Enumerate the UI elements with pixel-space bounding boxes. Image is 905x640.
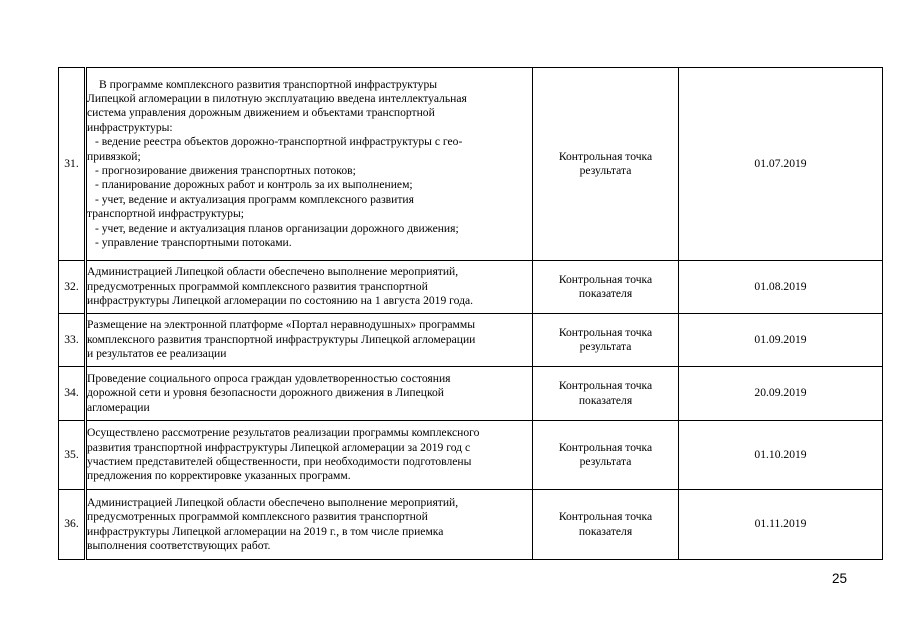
description-line: Осуществлено рассмотрение результатов реализации программы комплексного xyxy=(87,426,480,440)
row-date: 01.09.2019 xyxy=(679,314,883,367)
description-line: участием представителей общественности, при необходимости подготовлены xyxy=(87,455,472,468)
description-line: Липецкой агломерации в пилотную эксплуатацию введена интеллектуальная xyxy=(87,91,467,105)
table-row xyxy=(59,261,883,314)
type-line: результата xyxy=(579,164,632,177)
row-date: 01.07.2019 xyxy=(679,68,883,261)
type-line: результата xyxy=(579,455,632,468)
row-date: 01.11.2019 xyxy=(679,490,883,560)
row-number: 32. xyxy=(59,261,86,314)
type-line: Контрольная точка xyxy=(558,440,653,454)
page-number: 25 xyxy=(831,571,847,586)
table-row xyxy=(59,68,883,261)
row-description xyxy=(86,261,533,314)
description-line: В программе комплексного развития транспортной инфраструктуры xyxy=(99,77,438,91)
description-line: привязкой; xyxy=(87,149,141,163)
description-line: Размещение на электронной платформе «Портал неравнодушных» программы xyxy=(87,318,476,332)
row-description xyxy=(86,421,533,490)
description-line: - планирование дорожных работ и контроль за их выполнением; xyxy=(95,178,413,192)
row-type xyxy=(533,314,679,367)
description-line: Администрацией Липецкой области обеспечено выполнение мероприятий, xyxy=(87,265,459,279)
description-line: система управления дорожным движением и объектами транспортной xyxy=(87,106,435,120)
row-type xyxy=(533,261,679,314)
type-line: показателя xyxy=(578,524,633,538)
row-date: 01.10.2019 xyxy=(679,421,883,490)
description-line: предусмотренных программой комплексного развития транспортной xyxy=(87,279,428,293)
row-number: 33. xyxy=(59,314,86,367)
description-line: транспортной инфраструктуры; xyxy=(87,207,244,221)
row-date: 20.09.2019 xyxy=(679,367,883,421)
description-line: - учет, ведение и актуализация планов организации дорожного движения; xyxy=(95,221,459,235)
description-line: - учет, ведение и актуализация программ комплексного развития xyxy=(95,192,414,206)
description-line: и результатов ее реализации xyxy=(87,347,227,361)
type-line: Контрольная точка xyxy=(558,379,653,393)
row-number: 36. xyxy=(59,490,86,560)
description-line: комплексного развития транспортной инфраструктуры Липецкой агломерации xyxy=(87,332,476,346)
row-date: 01.08.2019 xyxy=(679,261,883,314)
description-line: инфраструктуры: xyxy=(87,120,173,134)
table-row xyxy=(59,490,883,560)
description-line: выполнения соответствующих работ. xyxy=(87,538,271,552)
type-line: показателя xyxy=(578,393,633,407)
description-line: - управление транспортными потоками. xyxy=(95,236,292,250)
type-line: Контрольная точка xyxy=(558,149,653,163)
row-description xyxy=(86,314,533,367)
row-type xyxy=(533,421,679,490)
row-type xyxy=(533,367,679,421)
description-line: Администрацией Липецкой области обеспечено выполнение мероприятий, xyxy=(87,495,459,509)
description-line: предусмотренных программой комплексного развития транспортной xyxy=(87,510,428,524)
row-description xyxy=(86,367,533,421)
type-line: Контрольная точка xyxy=(558,272,653,286)
description-line: Проведение социального опроса граждан удовлетворенностью состояния xyxy=(87,371,451,385)
row-type xyxy=(533,68,679,261)
description-line: агломерации xyxy=(87,400,150,414)
description-line: развития транспортной инфраструктуры Липецкой агломерации за 2019 год с xyxy=(87,440,471,454)
description-line: предложения по корректировке указанных программ. xyxy=(87,469,351,483)
table-row xyxy=(59,314,883,367)
type-line: результата xyxy=(579,340,632,353)
type-line: Контрольная точка xyxy=(558,325,653,339)
row-description xyxy=(86,68,533,261)
row-number: 31. xyxy=(59,68,86,261)
description-line: - прогнозирование движения транспортных потоков; xyxy=(95,164,356,177)
description-line: - ведение реестра объектов дорожно-транспортной инфраструктуры с гео- xyxy=(95,135,463,149)
row-number: 34. xyxy=(59,367,86,421)
description-line: инфраструктуры Липецкой агломерации по состоянию на 1 августа 2019 года. xyxy=(87,294,474,308)
table-row xyxy=(59,421,883,490)
row-type xyxy=(533,490,679,560)
description-line: дорожной сети и уровня безопасности дорожного движения в Липецкой xyxy=(87,386,444,400)
row-number: 35. xyxy=(59,421,86,490)
row-description xyxy=(86,490,533,560)
type-line: Контрольная точка xyxy=(558,510,653,524)
milestone-table xyxy=(58,67,883,560)
type-line: показателя xyxy=(578,287,633,300)
description-line: инфраструктуры Липецкой агломерации на 2019 г., в том числе приемка xyxy=(87,524,444,538)
table-row xyxy=(59,367,883,421)
